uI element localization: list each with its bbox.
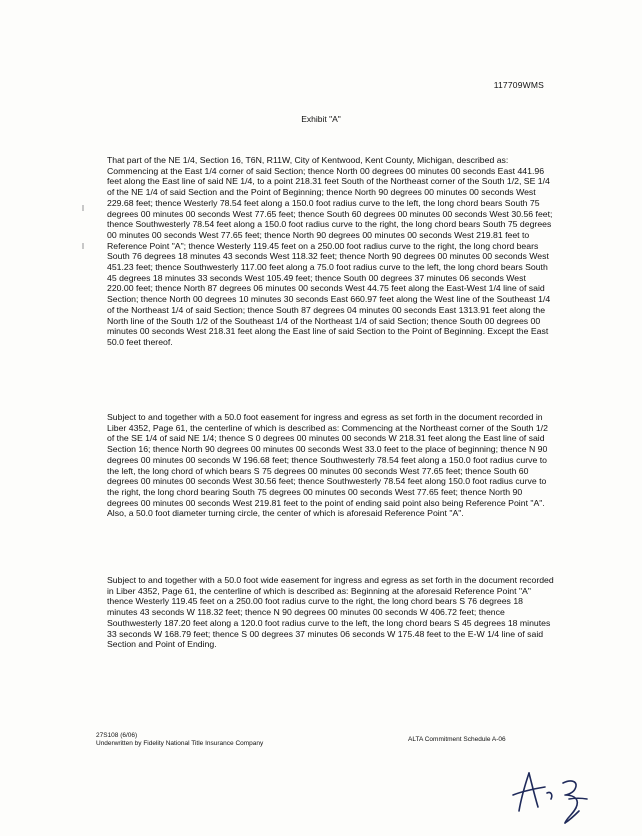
margin-mark — [82, 205, 84, 211]
schedule-label: ALTA Commitment Schedule A-06 — [408, 736, 506, 743]
form-number: 27S108 (6/06) — [96, 732, 138, 739]
margin-mark — [82, 243, 84, 249]
underwriter-text: Underwritten by Fidelity National Title Insurance Company — [96, 740, 264, 747]
legal-description-paragraph: That part of the NE 1/4, Section 16, T6N, R11W, City of Kentwood, Kent County, Michigan, described as: Commencing at the East 1/4 corner of said Section; thence North 00 degrees 00 minutes 00 seconds East 441.96 feet along the East line of said NE 1/4, to a point 218.31 feet South of the Northeast corner of the South 1/2, SE 1/4 of the NE 1/4 of said Section and the Point of Beginning; thence North 90 degrees 00 minutes 00 seconds West 229.68 feet; thence Westerly 78.54 feet along a 150.0 foot radius curve to the left, the long chord bears South 75 degrees 00 minutes 00 seconds West 77.65 feet; thence South 60 degrees 00 minutes 00 seconds West 30.56 feet; thence Southwesterly 78.54 feet along a 150.0 foot radius curve to the right, the long chord bears South 75 degrees 00 minutes 00 seconds West 77.65 feet; thence North 90 degrees 00 minutes 00 seconds West 219.81 feet to Reference Point "A"; thence Westerly 119.45 feet on a 250.00 foot radius curve to the right, the long chord bears South 76 degrees 18 minutes 43 seconds West 118.32 feet; thence North 90 degrees 00 minutes 00 seconds West 451.23 feet; thence Southwesterly 117.00 feet along a 75.0 foot radius curve to the left, the long chord bears South 45 degrees 18 minutes 33 seconds West 105.49 feet; thence South 00 degrees 37 minutes 06 seconds West 220.00 feet; thence North 87 degrees 06 minutes 00 seconds West 44.75 feet along the East-West 1/4 line of said Section; thence North 00 degrees 10 minutes 30 seconds East 660.97 feet along the West line of the Southeast 1/4 of the Northeast 1/4 of said Section; thence South 87 degrees 04 minutes 00 seconds East 1313.91 feet along the North line of the South 1/2 of the Southeast 1/4 of the Northeast 1/4 of said Section; thence South 00 degrees 00 minutes 00 seconds West 218.31 feet along the East line of said Section to the Point of Beginning. Except the East 50.0 feet thereof. — [107, 155, 553, 347]
exhibit-title: Exhibit "A" — [301, 114, 341, 124]
footer-form-info — [96, 732, 263, 748]
document-id: 117709WMS — [493, 80, 544, 90]
easement-paragraph: Subject to and together with a 50.0 foot easement for ingress and egress as set forth in the document recorded in Liber 4352, Page 61, the centerline of which is described as: Commencing at the Northeast corner of the South 1/2 of the SE 1/4 of said NE 1/4; thence S 0 degrees 00 minutes 00 seconds W 218.31 feet along the East line of said Section 16; thence North 90 degrees 00 minutes 00 seconds West 33.0 feet to the place of beginning; thence N 90 degrees 00 minutes 00 seconds W 196.68 feet; thence Southwesterly 78.54 feet along a 150.0 foot radius curve to the left, the long chord of which bears S 75 degrees 00 minutes 00 seconds West 77.65 feet; thence South 60 degrees 00 minutes 00 seconds West 30.56 feet; thence Southwesterly 78.54 feet along 150.0 foot radius curve to the right, the long chord bearing South 75 degrees 00 minutes 00 seconds West 77.65 feet; thence North 90 degrees 00 minutes 00 seconds West 219.81 feet to the point of ending said point also being Reference Point "A". Also, a 50.0 foot diameter turning circle, the center of which is aforesaid Reference Point "A". — [107, 412, 548, 519]
handwritten-initials-icon — [505, 765, 600, 825]
easement-paragraph-2: Subject to and together with a 50.0 foot wide easement for ingress and egress as set forth in the document recorded in Liber 4352, Page 61, the centerline of which is described as: Beginning at the aforesaid Reference Point "A" thence Westerly 119.45 feet on a 250.00 foot radius curve to the right, the long chord bears S 76 degrees 18 minutes 43 seconds W 118.32 feet; thence N 90 degrees 00 minutes 00 seconds W 406.72 feet; thence Southwesterly 187.20 feet along a 120.0 foot radius curve to the left, the long chord bears S 45 degrees 18 minutes 33 seconds W 168.79 feet; thence S 00 degrees 37 minutes 06 seconds W 175.48 feet to the E-W 1/4 line of said Section and Point of Ending. — [107, 575, 554, 650]
